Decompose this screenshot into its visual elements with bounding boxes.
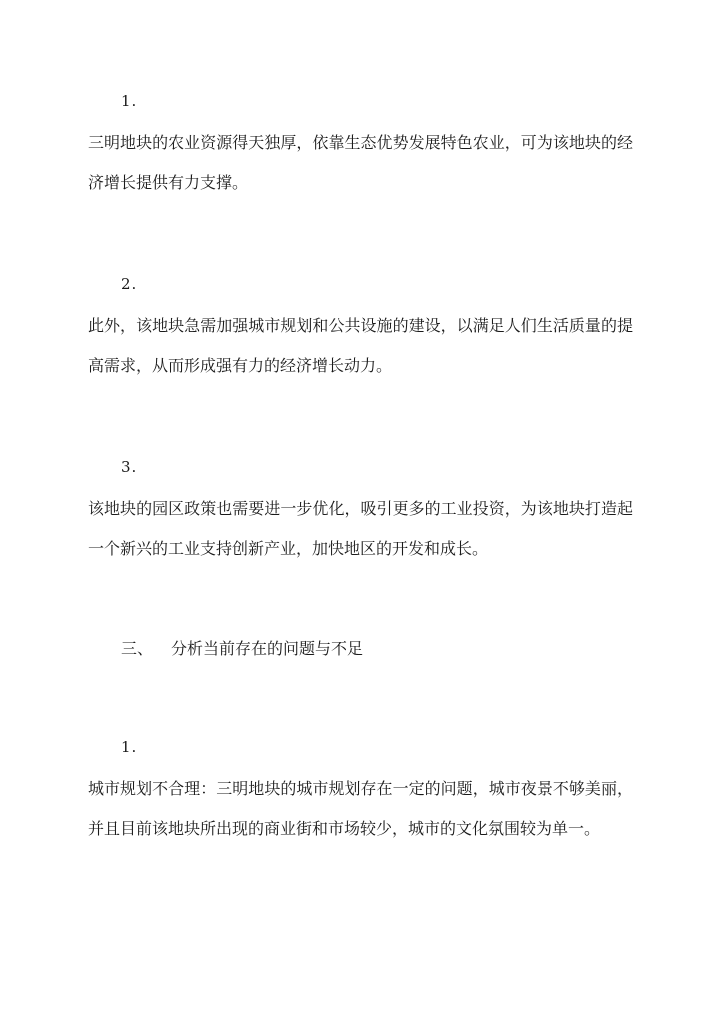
paragraph-1: 三明地块的农业资源得天独厚，依靠生态优势发展特色农业，可为该地块的经济增长提供有力支撑。 (88, 133, 633, 192)
item-number-3: 3. (121, 458, 138, 476)
section-heading-title: 分析当前存在的问题与不足 (171, 639, 364, 658)
paragraph-3: 该地块的园区政策也需要进一步优化，吸引更多的工业投资，为该地块打造起一个新兴的工业支持创新产业，加快地区的开发和成长。 (88, 499, 633, 558)
item-number-2: 2. (121, 275, 138, 293)
problem-paragraph-1: 城市规划不合理：三明地块的城市规划存在一定的问题，城市夜景不够美丽，并且目前该地块所出现的商业街和市场较少，城市的文化氛围较为单一。 (88, 779, 633, 838)
section-heading (121, 639, 363, 659)
item-number-1: 1. (121, 92, 138, 110)
problem-number-1: 1. (121, 738, 138, 756)
section-heading-number: 三、 (121, 639, 154, 658)
paragraph-2: 此外，该地块急需加强城市规划和公共设施的建设，以满足人们生活质量的提高需求，从而形成强有力的经济增长动力。 (88, 316, 633, 375)
